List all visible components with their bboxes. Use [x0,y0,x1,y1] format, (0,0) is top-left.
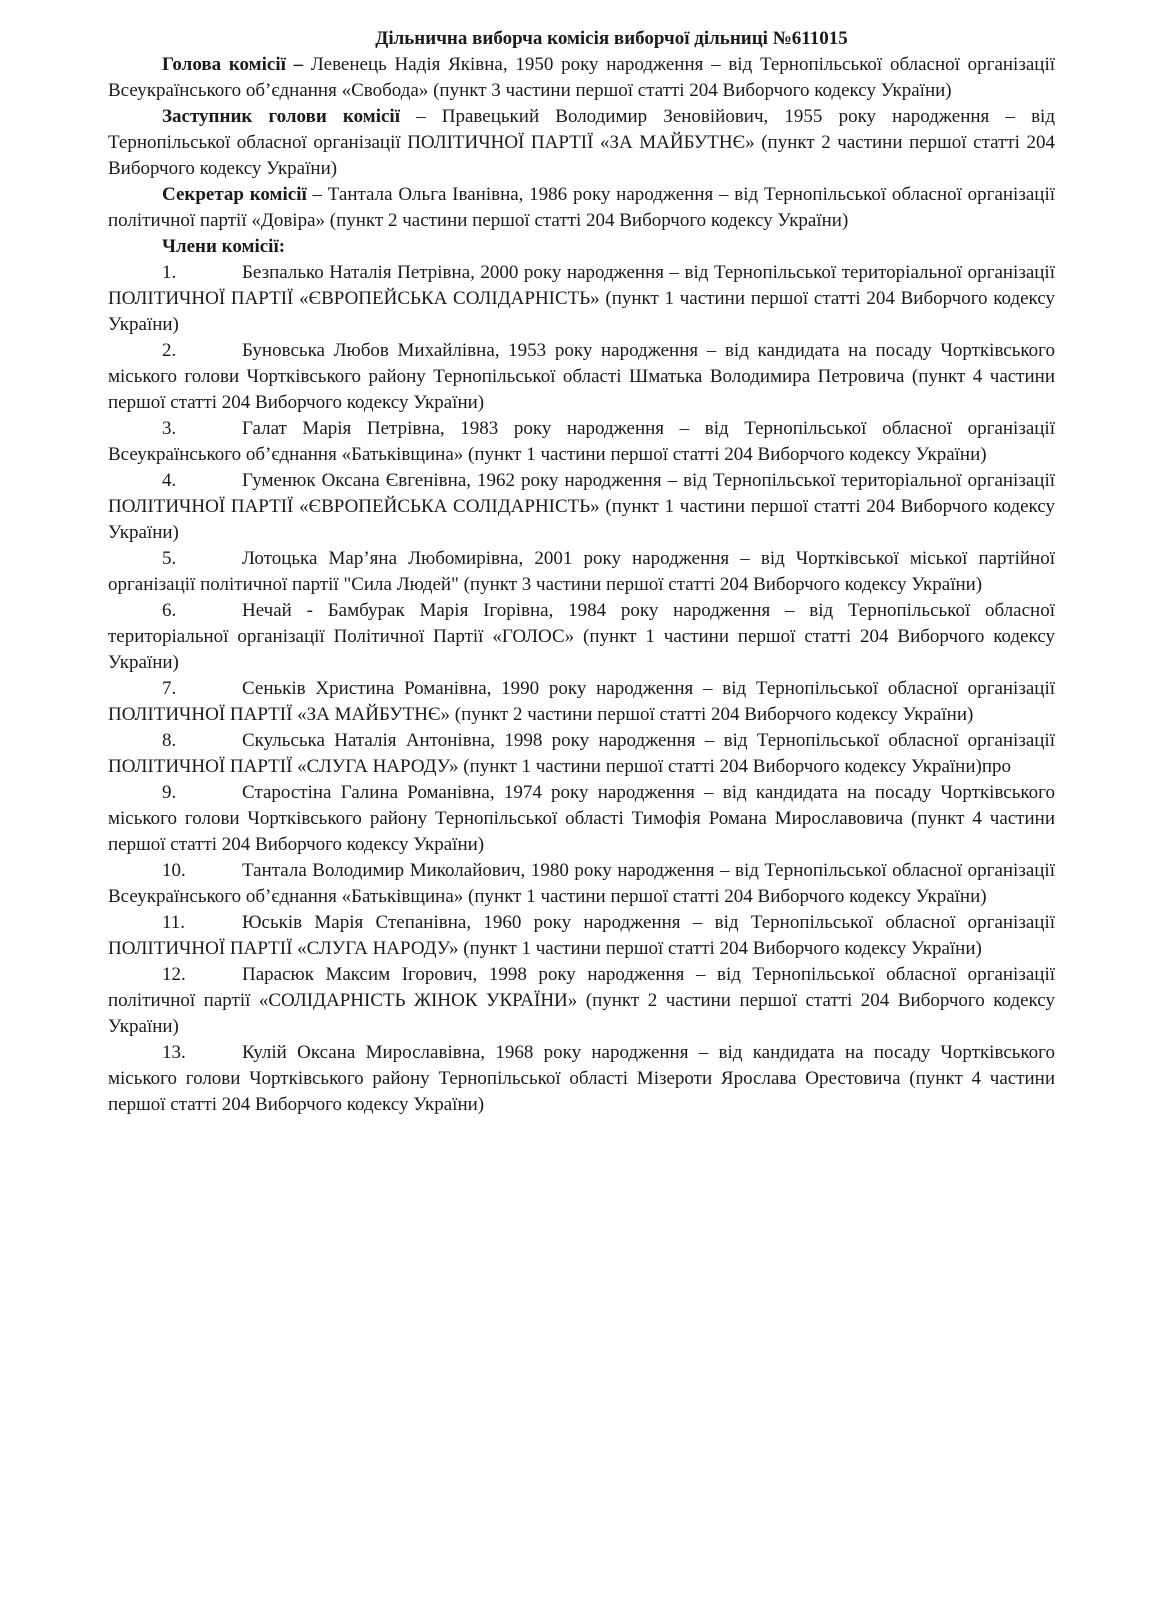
member-text: Скульська Наталія Антонівна, 1998 року народження – від Тернопільської обласної організації ПОЛІТИЧНОЇ ПАРТІЇ «СЛУГА НАРОДУ» (пункт 1 частини першої статті 204 Виборчого кодексу України)про [108,730,1055,777]
member-text: Галат Марія Петрівна, 1983 року народження – від Тернопільської обласної організації Всеукраїнського об’єднання «Батьківщина» (пункт 1 частини першої статті 204 Виборчого кодексу України) [108,418,1055,465]
member-number: 3. [162,418,177,439]
secretary-paragraph [108,182,1055,234]
member-number: 4. [162,470,177,491]
member-text: Лотоцька Мар’яна Любомирівна, 2001 року народження – від Чортківської міської партійної організації політичної партії "Сила Людей" (пункт 3 частини першої статті 204 Виборчого кодексу України) [108,548,1055,595]
document-title: Дільнична виборча комісія виборчої дільниці №611015 [375,28,848,49]
member-text: Буновська Любов Михайлівна, 1953 року народження – від кандидата на посаду Чортківського міського голови Чортківського району Тернопільської області Шматька Володимира Петровича (пункт 4 частини першої статті 204 Виборчого кодексу України) [108,340,1055,413]
deputy-text: – Правецький Володимир Зеновійович, 1955 року народження – від Тернопільської обласної організації ПОЛІТИЧНОЇ ПАРТІЇ «ЗА МАЙБУТНЄ» (пункт 2 частини першої статті 204 Виборчого кодексу України) [108,106,1055,179]
member-number: 7. [162,678,177,699]
head-role: Голова комісії – [162,54,304,75]
member-item [108,546,1055,598]
member-number: 12. [162,964,186,985]
member-item [108,858,1055,910]
member-number: 8. [162,730,177,751]
member-item [108,1040,1055,1118]
member-number: 2. [162,340,177,361]
member-number: 13. [162,1042,186,1063]
members-list [108,260,1055,1118]
member-item [108,910,1055,962]
member-item [108,338,1055,416]
deputy-paragraph [108,104,1055,182]
member-number: 9. [162,782,177,803]
member-number: 1. [162,262,177,283]
secretary-role: Секретар комісії [162,184,307,205]
member-item [108,962,1055,1040]
secretary-text: – Тантала Ольга Іванівна, 1986 року народження – від Тернопільської обласної організації політичної партії «Довіра» (пункт 2 частини першої статті 204 Виборчого кодексу України) [108,184,1055,231]
member-item [108,416,1055,468]
member-item [108,260,1055,338]
member-item [108,676,1055,728]
member-text: Кулій Оксана Мирославівна, 1968 року народження – від кандидата на посаду Чортківського міського голови Чортківського району Тернопільської області Мізероти Ярослава Орестовича (пункт 4 частини першої статті 204 Виборчого кодексу України) [108,1042,1055,1115]
member-text: Гуменюк Оксана Євгенівна, 1962 року народження – від Тернопільської територіальної організації ПОЛІТИЧНОЇ ПАРТІЇ «ЄВРОПЕЙСЬКА СОЛІДАРНІСТЬ» (пункт 1 частини першої статті 204 Виборчого кодексу України) [108,470,1055,543]
member-text: Старостіна Галина Романівна, 1974 року народження – від кандидата на посаду Чортківського міського голови Чортківського району Тернопільської області Тимофія Романа Мирославовича (пункт 4 частини першої статті 204 Виборчого кодексу України) [108,782,1055,855]
member-text: Сеньків Христина Романівна, 1990 року народження – від Тернопільської обласної організації ПОЛІТИЧНОЇ ПАРТІЇ «ЗА МАЙБУТНЄ» (пункт 2 частини першої статті 204 Виборчого кодексу України) [108,678,1055,725]
head-paragraph [108,52,1055,104]
member-number: 10. [162,860,186,881]
members-heading: Члени комісії: [162,236,286,257]
member-item [108,468,1055,546]
member-number: 5. [162,548,177,569]
member-text: Тантала Володимир Миколайович, 1980 року народження – від Тернопільської обласної організації Всеукраїнського об’єднання «Батьківщина» (пункт 1 частини першої статті 204 Виборчого кодексу України) [108,860,1055,907]
member-number: 11. [162,912,186,933]
member-number: 6. [162,600,177,621]
member-item [108,598,1055,676]
member-text: Нечай - Бамбурак Марія Ігорівна, 1984 року народження – від Тернопільської обласної територіальної організації Політичної Партії «ГОЛОС» (пункт 1 частини першої статті 204 Виборчого кодексу України) [108,600,1055,673]
member-item [108,780,1055,858]
head-text: Левенець Надія Яківна, 1950 року народження – від Тернопільської обласної організації Всеукраїнського об’єднання «Свобода» (пункт 3 частини першої статті 204 Виборчого кодексу України) [108,54,1055,101]
deputy-role: Заступник голови комісії [162,106,400,127]
member-text: Безпалько Наталія Петрівна, 2000 року народження – від Тернопільської територіальної організації ПОЛІТИЧНОЇ ПАРТІЇ «ЄВРОПЕЙСЬКА СОЛІДАРНІСТЬ» (пункт 1 частини першої статті 204 Виборчого кодексу України) [108,262,1055,335]
member-text: Парасюк Максим Ігорович, 1998 року народження – від Тернопільської обласної організації політичної партії «СОЛІДАРНІСТЬ ЖІНОК УКРАЇНИ» (пункт 2 частини першої статті 204 Виборчого кодексу України) [108,964,1055,1037]
member-item [108,728,1055,780]
member-text: Юськів Марія Степанівна, 1960 року народження – від Тернопільської обласної організації ПОЛІТИЧНОЇ ПАРТІЇ «СЛУГА НАРОДУ» (пункт 1 частини першої статті 204 Виборчого кодексу України) [108,912,1055,959]
